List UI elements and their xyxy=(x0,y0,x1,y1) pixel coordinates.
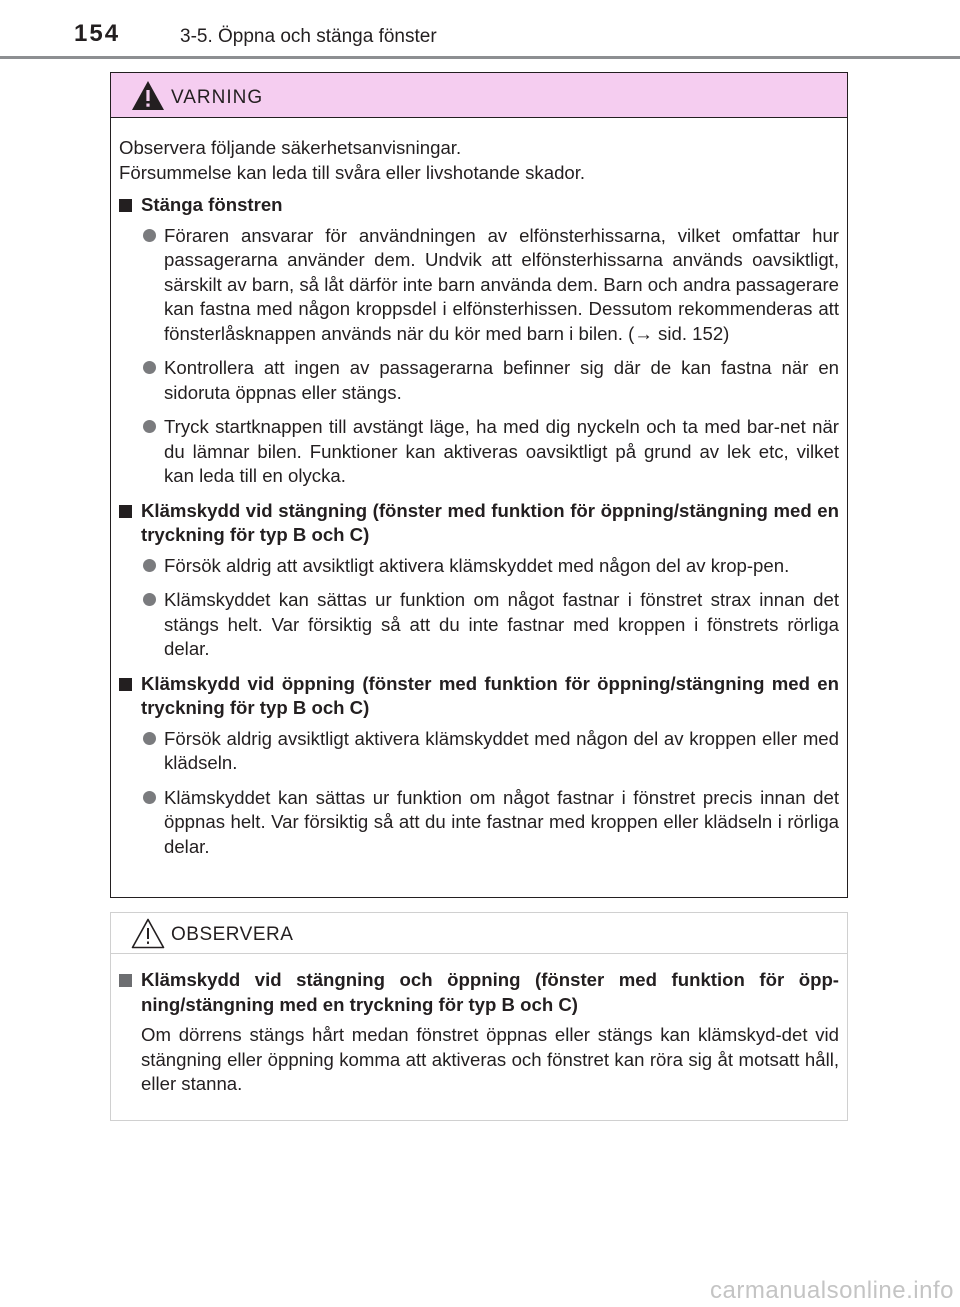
caution-label: OBSERVERA xyxy=(171,924,294,945)
square-bullet-icon xyxy=(119,505,132,518)
list-item: Klämskyddet kan sättas ur funktion om något fastnar i fönstret strax innan det stängs helt. Var försiktig så att du inte fastnar med kroppen i fönstrets rörliga delar. xyxy=(119,588,839,662)
square-bullet-icon xyxy=(119,199,132,212)
page-header xyxy=(0,0,960,62)
list-item: Försök aldrig att avsiktligt aktivera klämskyddet med någon del av krop-pen. xyxy=(119,554,839,579)
intro-line: Observera följande säkerhetsanvisningar. xyxy=(119,137,462,158)
round-bullet-icon xyxy=(143,229,156,242)
warning-triangle-icon xyxy=(131,80,165,111)
intro-line: Försummelse kan leda till svåra eller livshotande skador. xyxy=(119,161,586,183)
warning-box xyxy=(110,72,848,898)
round-bullet-icon xyxy=(143,593,156,606)
section-heading: Stänga fönstren xyxy=(119,193,839,218)
round-bullet-icon xyxy=(143,732,156,745)
warning-body xyxy=(111,118,847,859)
section-heading: Klämskydd vid stängning och öppning (fönster med funktion för öpp-ning/stängning med en tryckning för typ B och C) xyxy=(119,968,839,1017)
list-item: Försök aldrig avsiktligt aktivera klämskyddet med någon del av kroppen eller med klädseln. xyxy=(119,727,839,776)
list-item: Klämskyddet kan sättas ur funktion om något fastnar i fönstret precis innan det öppnas helt. Var försiktig så att du inte fastnar med kroppen eller klädseln i rörliga delar. xyxy=(119,786,839,860)
section-heading: Klämskydd vid öppning (fönster med funktion för öppning/stängning med en tryckning för typ B och C) xyxy=(119,672,839,721)
warning-intro xyxy=(119,136,839,185)
list-item: Tryck startknappen till avstängt läge, ha med dig nyckeln och ta med bar-net när du lämnar bilen. Funktioner kan aktiveras oavsiktligt på grund av lek etc, vilket kan leda till en olycka. xyxy=(119,415,839,489)
square-bullet-icon xyxy=(119,678,132,691)
section-heading: Klämskydd vid stängning (fönster med funktion för öppning/stängning med en tryckning för typ B och C) xyxy=(119,499,839,548)
round-bullet-icon xyxy=(143,361,156,374)
warning-header xyxy=(111,73,847,118)
round-bullet-icon xyxy=(143,559,156,572)
caution-header xyxy=(111,913,847,954)
caution-text: Om dörrens stängs hårt medan fönstret öppnas eller stängs kan klämskyd-det vid stängning eller öppning komma att aktiveras och fönstret kan röra sig åt motsatt håll, eller stanna. xyxy=(141,1024,839,1094)
caution-body xyxy=(111,954,847,1097)
round-bullet-icon xyxy=(143,791,156,804)
warning-label: VARNING xyxy=(171,87,264,108)
header-divider xyxy=(0,56,960,59)
caution-box xyxy=(110,912,848,1121)
square-bullet-icon xyxy=(119,974,132,987)
section-title: 3-5. Öppna och stänga fönster xyxy=(180,26,437,47)
page-number: 154 xyxy=(74,20,121,47)
list-item: Föraren ansvarar för användningen av elfönsterhissarna, vilket omfattar hur passagerarna använder dem. Undvik att elfönsterhissarna används oavsiktligt, särskilt av barn, så låt därför inte barn använda dem. Barn och andra passagerare kan fastna med någon kroppsdel i elfönsterhissen. Dessutom rekommenderas att fönsterlåsknappen används när du kör med barn i bilen. (→ sid. 152) xyxy=(119,224,839,347)
watermark: carmanualsonline.info xyxy=(710,1277,954,1304)
round-bullet-icon xyxy=(143,420,156,433)
caution-triangle-icon xyxy=(131,918,165,949)
list-item: Kontrollera att ingen av passagerarna befinner sig där de kan fastna när en sidoruta öppnas eller stängs. xyxy=(119,356,839,405)
